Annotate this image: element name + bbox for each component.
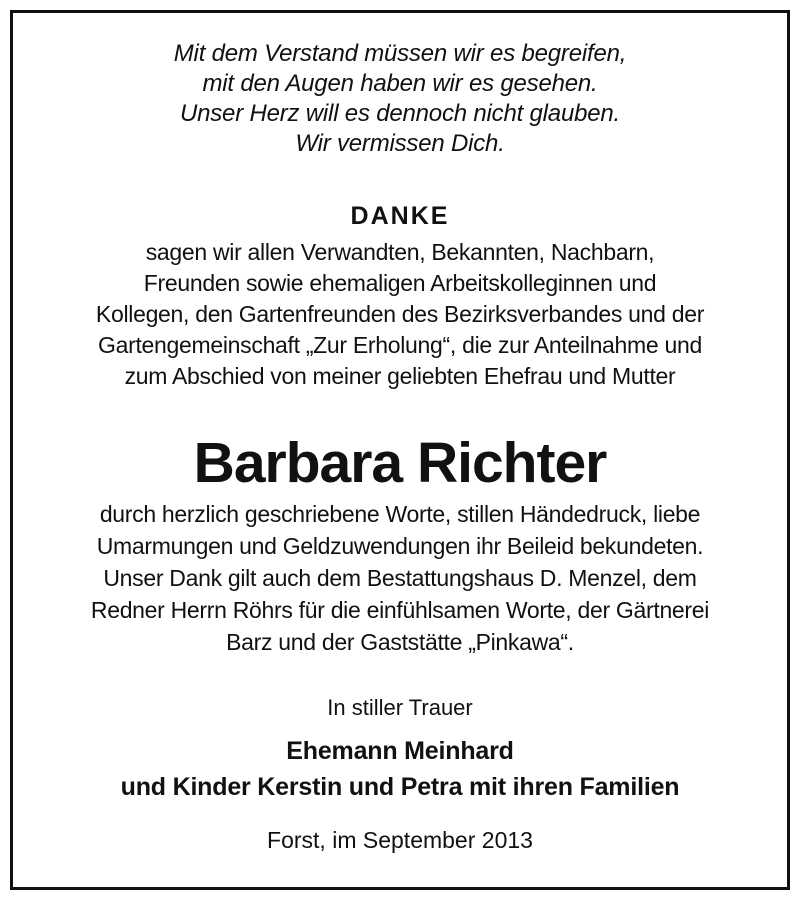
quote-line: mit den Augen haben wir es gesehen.	[202, 70, 598, 97]
paragraph-line: Redner Herrn Röhrs für die einfühlsamen Worte, der Gärtnerei	[90, 597, 710, 623]
deceased-name: Barbara Richter	[193, 431, 607, 495]
paragraph-line: Kollegen, den Gartenfreunden des Bezirksverbandes und der	[95, 301, 705, 327]
obituary-notice	[13, 13, 787, 887]
mourning-line: In stiller Trauer	[327, 695, 473, 720]
notice-border	[10, 10, 790, 890]
paragraph-line: durch herzlich geschriebene Worte, stillen Händedruck, liebe	[99, 501, 701, 527]
quote-line: Wir vermissen Dich.	[295, 130, 505, 157]
family-signature	[13, 733, 787, 805]
thanks-paragraph	[13, 237, 787, 392]
place-date: Forst, im September 2013	[267, 827, 533, 853]
paragraph-line: Umarmungen und Geldzuwendungen ihr Beileid bekundeten.	[96, 533, 704, 559]
family-line: und Kinder Kerstin und Petra mit ihren Familien	[120, 773, 680, 801]
paragraph-line: Barz und der Gaststätte „Pinkawa“.	[226, 629, 574, 655]
paragraph-line: sagen wir allen Verwandten, Bekannten, Nachbarn,	[145, 239, 655, 265]
paragraph-line: Gartengemeinschaft „Zur Erholung“, die zur Anteilnahme und	[98, 332, 702, 358]
quote-line: Unser Herz will es dennoch nicht glauben.	[179, 100, 621, 127]
quote-line: Mit dem Verstand müssen wir es begreifen,	[173, 40, 627, 67]
family-line: Ehemann Meinhard	[286, 737, 514, 765]
paragraph-line: Unser Dank gilt auch dem Bestattungshaus D. Menzel, dem	[103, 565, 697, 591]
thanks-heading: DANKE	[350, 202, 450, 230]
paragraph-line: zum Abschied von meiner geliebten Ehefrau und Mutter	[124, 363, 676, 389]
opening-quote	[13, 39, 787, 159]
paragraph-line: Freunden sowie ehemaligen Arbeitskolleginnen und	[143, 270, 657, 296]
condolence-paragraph	[13, 498, 787, 658]
